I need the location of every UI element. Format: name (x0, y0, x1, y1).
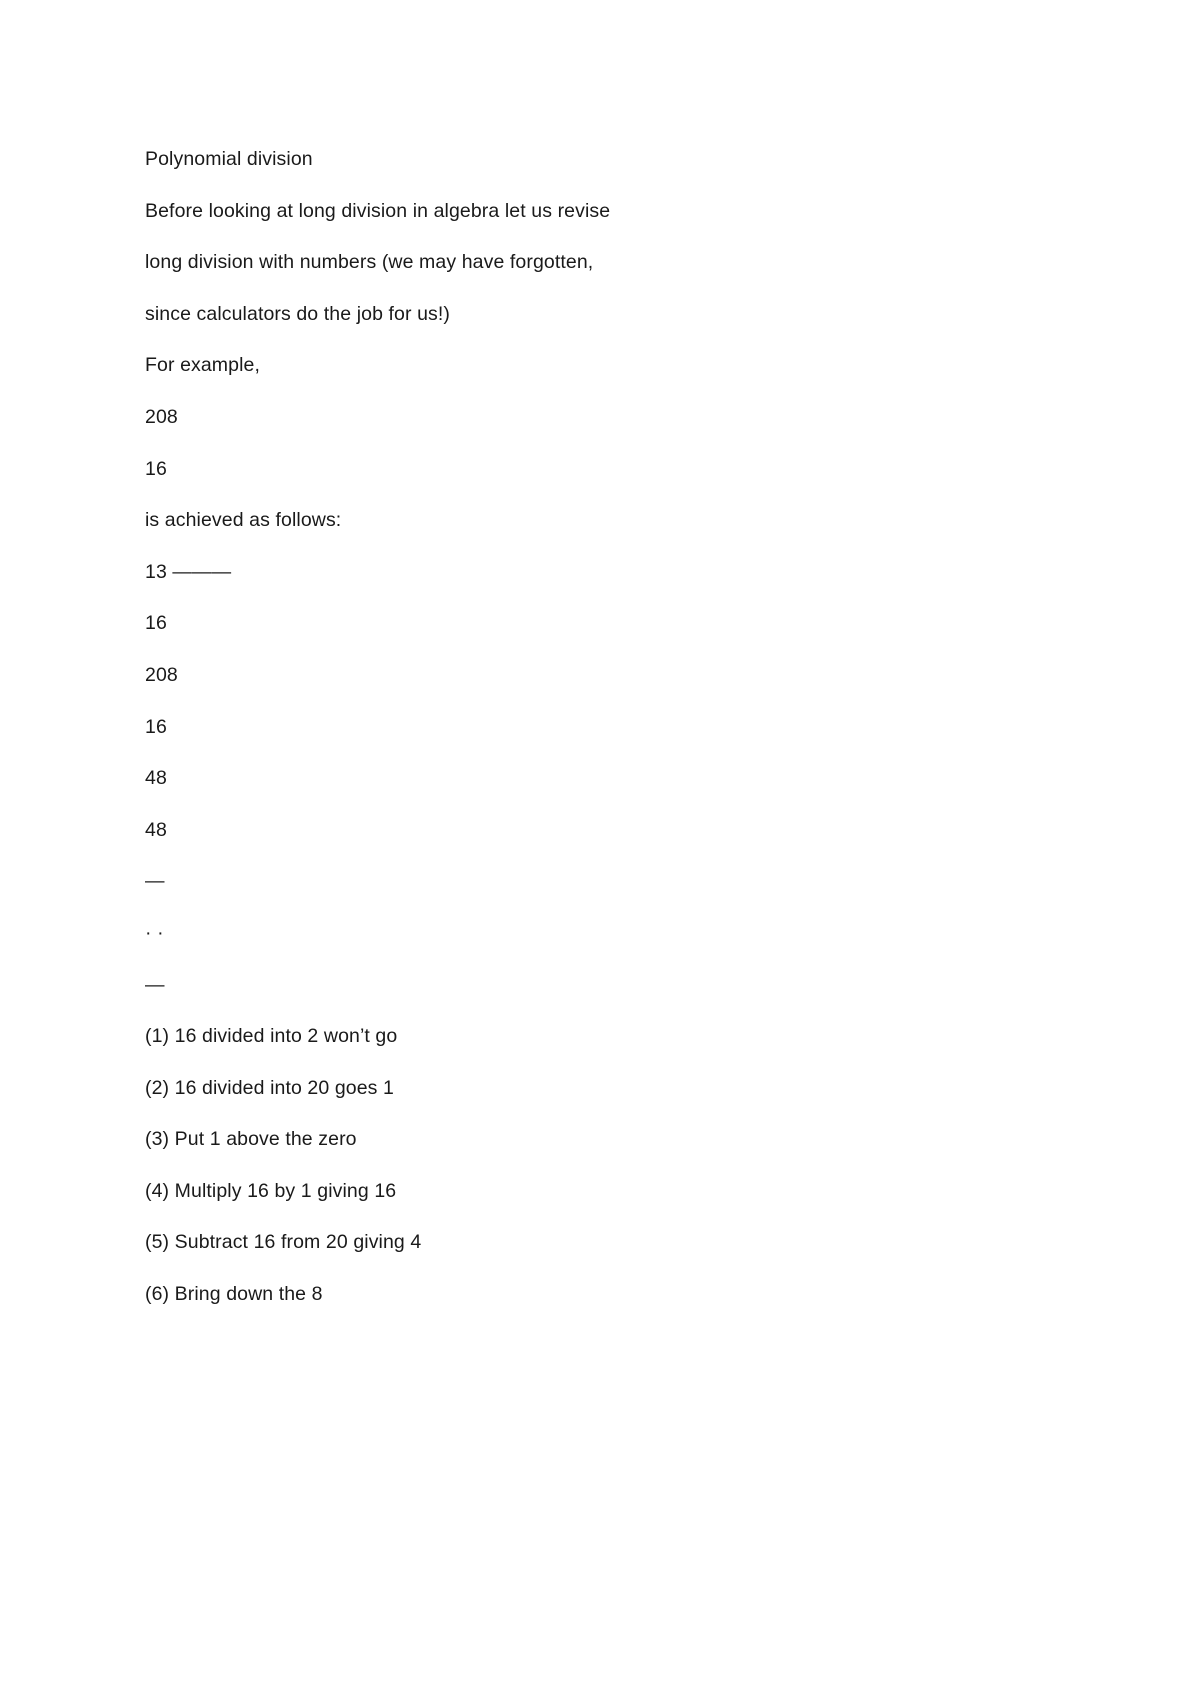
text-line: since calculators do the job for us!) (145, 302, 451, 325)
step-line: (5) Subtract 16 from 20 giving 4 (145, 1231, 422, 1254)
text-line: For example, (145, 354, 260, 377)
working-line: 48 (145, 767, 167, 790)
step-line: (4) Multiply 16 by 1 giving 16 (145, 1179, 397, 1202)
document-title: Polynomial division (145, 148, 313, 170)
text-line: long division with numbers (we may have forgotten, (145, 251, 594, 274)
quotient-line: 13 ——— (145, 560, 232, 583)
text-line: Before looking at long division in algebra let us revise (145, 199, 611, 222)
working-line: 48 (145, 818, 167, 841)
step-line: (6) Bring down the 8 (145, 1283, 323, 1306)
document-body (145, 146, 610, 1333)
denominator-line: 16 (145, 457, 167, 480)
divisor-line: 16 (145, 612, 167, 635)
dividend-line: 208 (145, 663, 178, 686)
text-line: is achieved as follows: (145, 509, 342, 532)
working-line: 16 (145, 715, 167, 738)
rule-line: — (145, 973, 165, 996)
step-line: (3) Put 1 above the zero (145, 1128, 357, 1151)
rule-line: — (145, 870, 165, 893)
step-line: (2) 16 divided into 20 goes 1 (145, 1076, 394, 1099)
remainder-line: · · (145, 921, 164, 944)
numerator-line: 208 (145, 405, 178, 428)
step-line: (1) 16 divided into 2 won’t go (145, 1025, 398, 1048)
